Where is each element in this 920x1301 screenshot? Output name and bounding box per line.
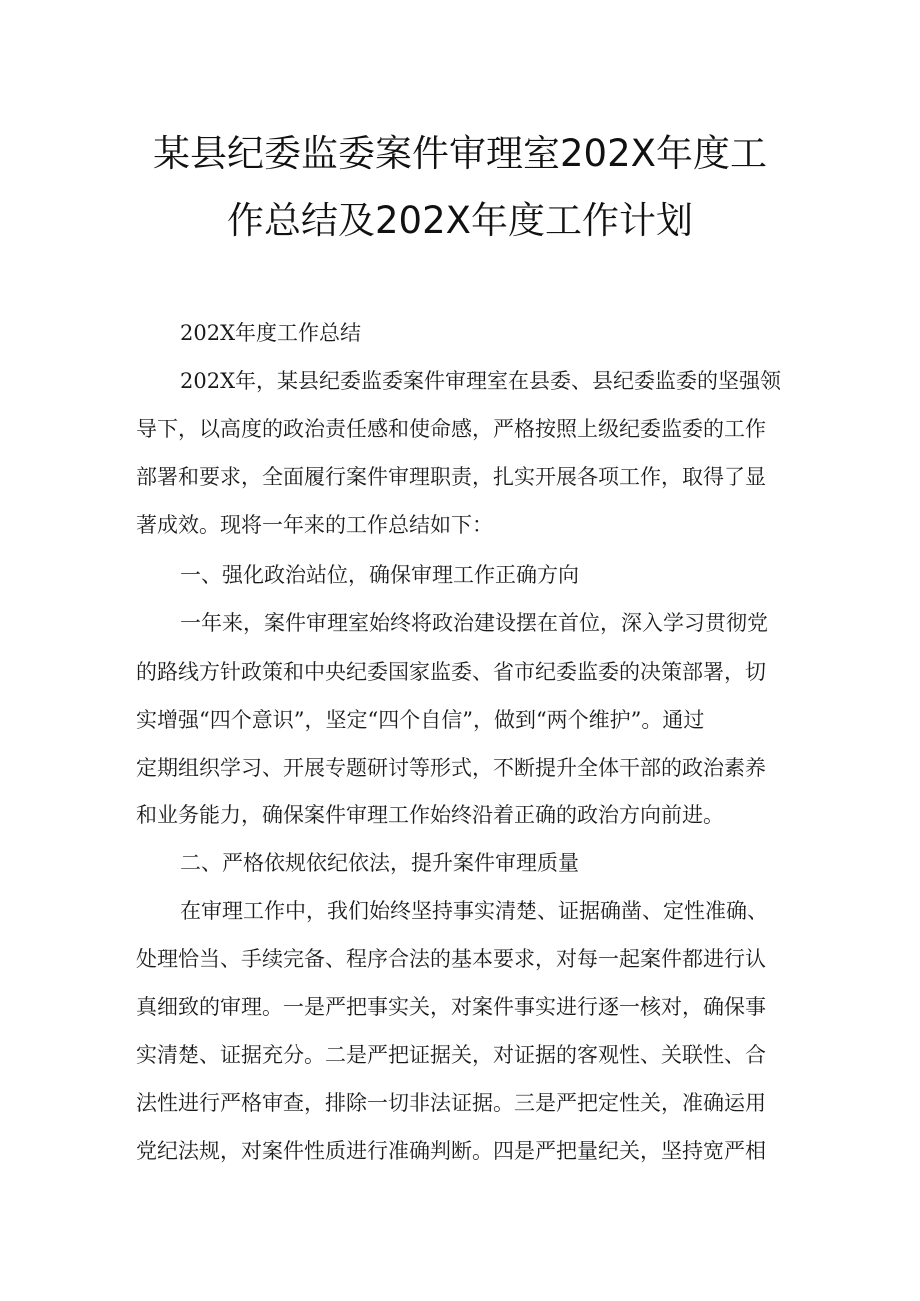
document-title-line-1: 某县纪委监委案件审理室202X年度工 <box>153 132 767 175</box>
paragraph-line: 在审理工作中，我们始终坚持事实清楚、证据确凿、定性准确、 <box>180 899 768 923</box>
paragraph-line: 的路线方针政策和中央纪委国家监委、省市纪委监委的决策部署，切 <box>136 660 766 684</box>
paragraph-line: 法性进行严格审查，排除一切非法证据。三是严把定性关，准确运用 <box>136 1091 766 1115</box>
paragraph-line: 部署和要求，全面履行案件审理职责，扎实开展各项工作，取得了显 <box>136 465 766 489</box>
paragraph-line: 实增强“四个意识”，坚定“四个自信”，做到“两个维护”。通过 <box>136 708 705 732</box>
paragraph-line: 导下，以高度的政治责任感和使命感，严格按照上级纪委监委的工作 <box>136 417 766 441</box>
section-heading-2: 二、严格依规依纪依法，提升案件审理质量 <box>180 851 579 875</box>
paragraph-line: 真细致的审理。一是严把事实关，对案件事实进行逐一核对，确保事 <box>136 995 766 1019</box>
paragraph-line: 和业务能力，确保案件审理工作始终沿着正确的政治方向前进。 <box>136 803 724 827</box>
paragraph-line: 202X年，某县纪委监委案件审理室在县委、县纪委监委的坚强领 <box>180 369 782 393</box>
paragraph-line: 定期组织学习、开展专题研讨等形式，不断提升全体干部的政治素养 <box>136 756 766 780</box>
paragraph-line: 处理恰当、手续完备、程序合法的基本要求，对每一起案件都进行认 <box>136 947 766 971</box>
paragraph-line: 党纪法规，对案件性质进行准确判断。四是严把量纪关，坚持宽严相 <box>136 1139 766 1163</box>
section-heading-1: 一、强化政治站位，确保审理工作正确方向 <box>180 563 579 587</box>
paragraph-line: 实清楚、证据充分。二是严把证据关，对证据的客观性、关联性、合 <box>136 1043 766 1067</box>
paragraph-line: 一年来，案件审理室始终将政治建设摆在首位，深入学习贯彻党 <box>180 611 768 635</box>
paragraph-line: 著成效。现将一年来的工作总结如下： <box>136 513 493 537</box>
document-title-line-2: 作总结及202X年度工作计划 <box>227 199 693 242</box>
section-heading-summary: 202X年度工作总结 <box>180 321 362 345</box>
